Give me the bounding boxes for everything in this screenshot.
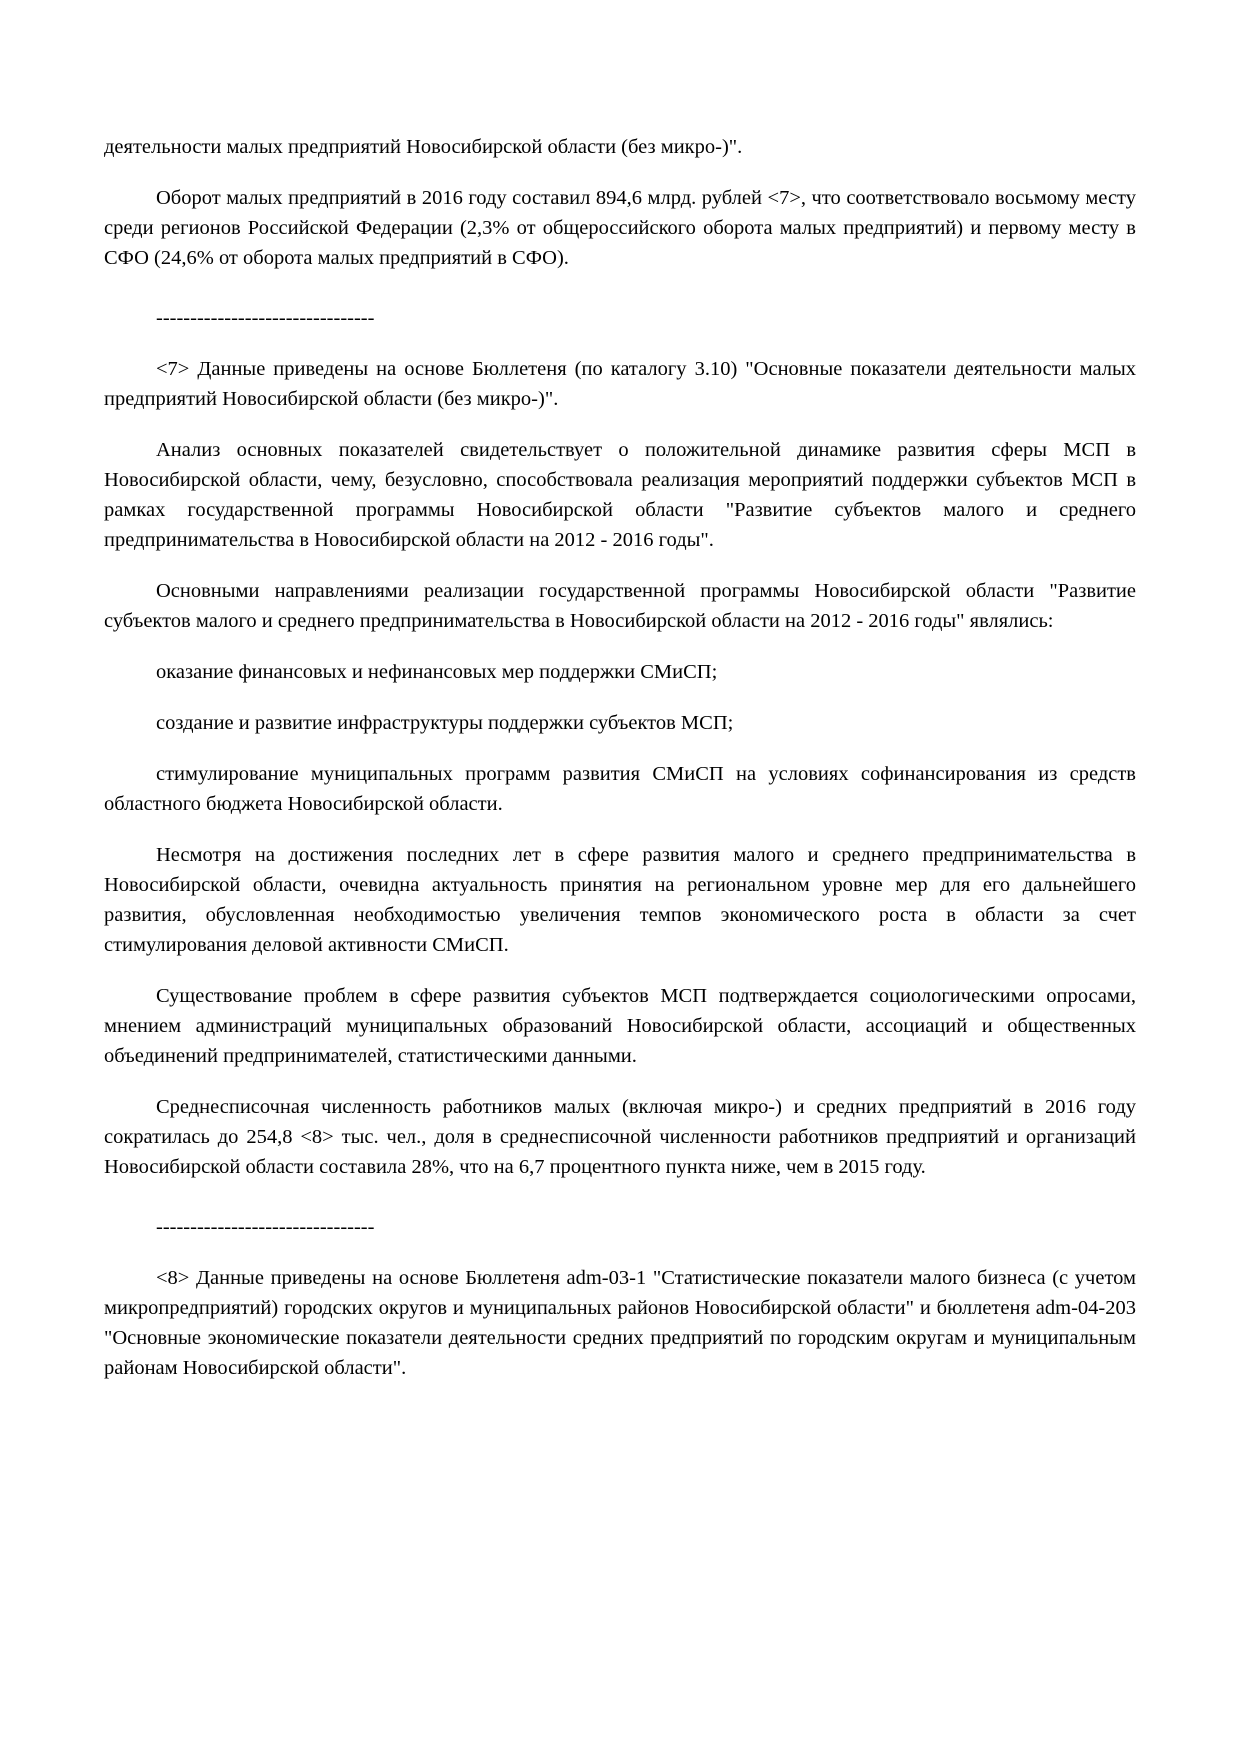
footnote-separator-rule-1: -------------------------------- xyxy=(156,307,375,329)
footnote-7: <7> Данные приведены на основе Бюллетеня (по каталогу 3.10) "Основные показатели деятельности малых предприятий Новосибирской области (без микро-)". xyxy=(104,358,1136,410)
paragraph-average-headcount: Среднесписочная численность работников малых (включая микро-) и средних предприятий в 2016 году сократилась до 254,8 <8> тыс. чел., доля в среднесписочной численности работников предприятий и организаций Новосибирской области составила 28%, что на 6,7 процентного пункта ниже, чем в 2015 году. xyxy=(104,1096,1136,1178)
paragraph-direction-1: оказание финансовых и нефинансовых мер поддержки СМиСП; xyxy=(156,661,718,683)
paragraph-direction-2: создание и развитие инфраструктуры поддержки субъектов МСП; xyxy=(156,712,734,734)
paragraph-main-directions: Основными направлениями реализации государственной программы Новосибирской области "Развитие субъектов малого и среднего предпринимательства в Новосибирской области на 2012 - 2016 годы" являлись: xyxy=(104,580,1136,632)
paragraph-despite-achievements: Несмотря на достижения последних лет в сфере развития малого и среднего предпринимательства в Новосибирской области, очевидна актуальность принятия на региональном уровне мер для его дальнейшего развития, обусловленная необходимостью увеличения темпов экономического роста в области за счет стимулирования деловой активности СМиСП. xyxy=(104,844,1136,956)
paragraph-problems-existence: Существование проблем в сфере развития субъектов МСП подтверждается социологическими опросами, мнением администраций муниципальных образований Новосибирской области, ассоциаций и общественных объединений предпринимателей, статистическими данными. xyxy=(104,985,1136,1067)
paragraph-continued-footnote-text: деятельности малых предприятий Новосибирской области (без микро-)". xyxy=(104,136,743,158)
paragraph-direction-3: стимулирование муниципальных программ развития СМиСП на условиях софинансирования из средств областного бюджета Новосибирской области. xyxy=(104,763,1136,815)
footnote-separator-rule-2: -------------------------------- xyxy=(156,1216,375,1238)
paragraph-turnover-2016: Оборот малых предприятий в 2016 году составил 894,6 млрд. рублей <7>, что соответствовало восьмому месту среди регионов Российской Федерации (2,3% от общероссийского оборота малых предприятий) и первому месту в СФО (24,6% от оборота малых предприятий в СФО). xyxy=(104,187,1136,269)
paragraph-analysis-dynamics: Анализ основных показателей свидетельствует о положительной динамике развития сферы МСП в Новосибирской области, чему, безусловно, способствовала реализация мероприятий поддержки субъектов МСП в рамках государственной программы Новосибирской области "Развитие субъектов малого и среднего предпринимательства в Новосибирской области на 2012 - 2016 годы". xyxy=(104,439,1136,551)
footnote-8: <8> Данные приведены на основе Бюллетеня adm-03-1 "Статистические показатели малого бизнеса (с учетом микропредприятий) городских округов и муниципальных районов Новосибирской области" и бюллетеня adm-04-203 "Основные экономические показатели деятельности средних предприятий по городским округам и муниципальным районам Новосибирской области". xyxy=(104,1267,1136,1379)
